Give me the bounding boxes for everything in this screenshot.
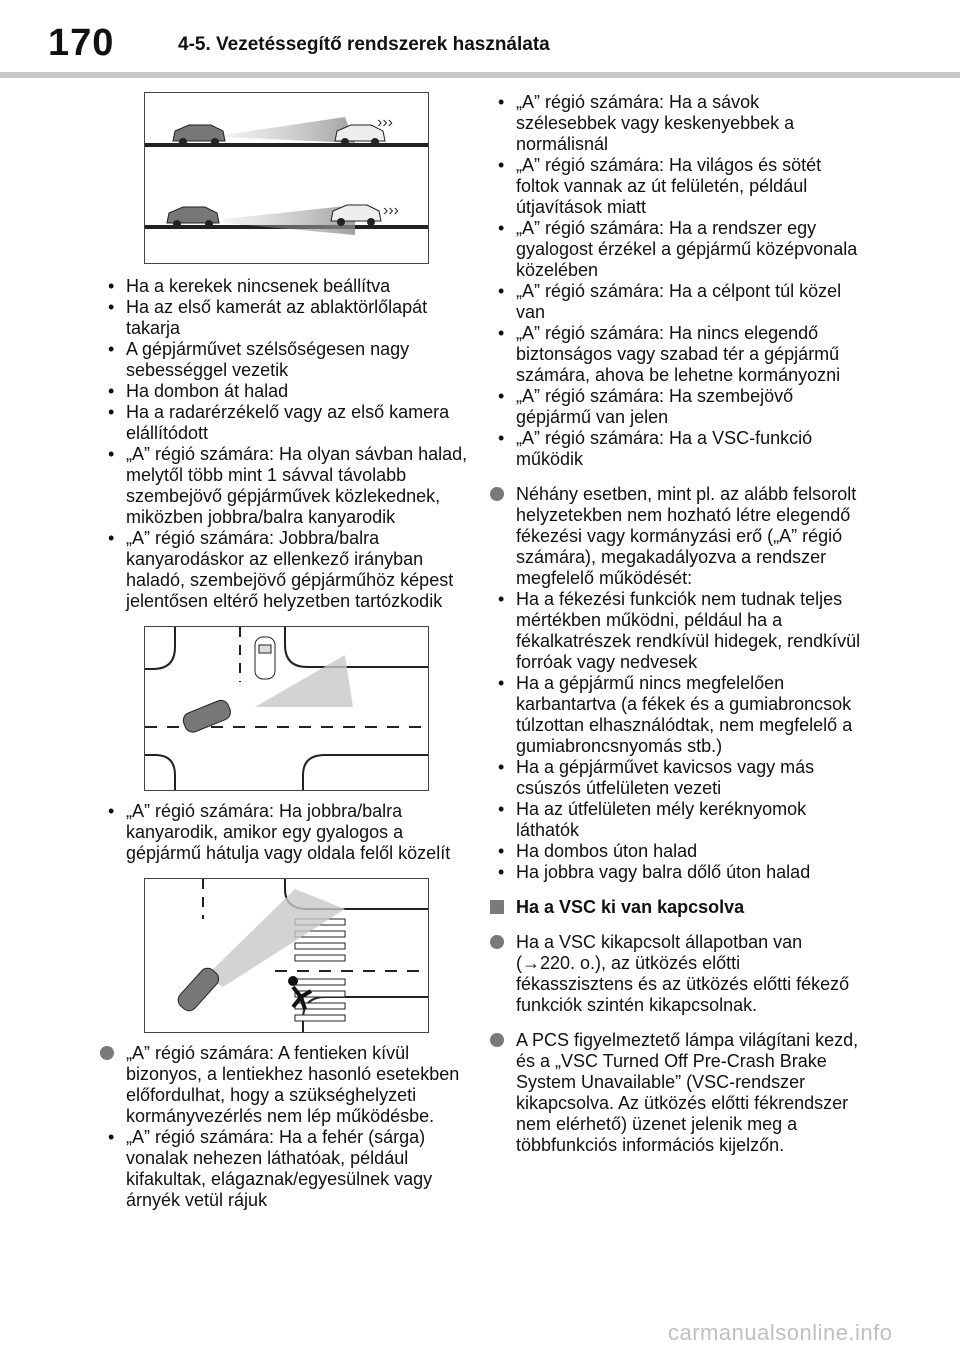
lane-cars-illustration xyxy=(144,92,429,264)
section-heading-text: Ha a VSC ki van kapcsolva xyxy=(516,897,745,917)
list-item: • „A” régió számára: Ha a VSC-funkció működik xyxy=(490,428,862,470)
left-column xyxy=(100,92,472,1211)
note-paragraph xyxy=(490,1030,862,1156)
conditions-list-3 xyxy=(100,1127,472,1211)
circle-bullet-icon xyxy=(490,1033,504,1047)
svg-text:›››: ››› xyxy=(383,202,399,219)
list-item: • Ha a gépjárművet kavicsos vagy más csúszós útfelületen vezeti xyxy=(490,757,862,799)
page-number: 170 xyxy=(48,22,115,64)
list-item: • Ha jobbra vagy balra dőlő úton halad xyxy=(490,862,862,883)
list-item: • Ha a gépjármű nincs megfelelően karbantartva (a fékek és a gumiabroncsok túlzottan elhasználódtak, nem megfelelő a gumiabroncsnyomás stb.) xyxy=(490,673,862,757)
section-header-title: 4-5. Vezetéssegítő rendszerek használata xyxy=(178,34,550,55)
car-icon xyxy=(331,205,381,226)
note-paragraph xyxy=(100,1043,472,1127)
list-item: • „A” régió számára: Ha nincs elegendő biztonságos vagy szabad tér a gépjármű számára, ahova be lehetne kormányozni xyxy=(490,323,862,386)
svg-text:›››: ››› xyxy=(377,114,393,131)
list-item: • „A” régió számára: Ha jobbra/balra kanyarodik, amikor egy gyalogos a gépjármű hátulja vagy oldala felől közelít xyxy=(100,801,472,864)
section-heading xyxy=(490,897,862,918)
right-column xyxy=(490,92,862,1156)
note-text: Néhány esetben, mint pl. az alább felsorolt helyzetekben nem hozható létre elegendő fékezési vagy kormányzási erő („A” régió számára), megakadályozva a rendszer megfelelő működését: xyxy=(516,484,857,588)
circle-bullet-icon xyxy=(490,935,504,949)
list-item: • Ha az első kamerát az ablaktörlőlapát takarja xyxy=(100,297,472,339)
car-icon xyxy=(181,698,233,735)
list-item: • Ha dombos úton halad xyxy=(490,841,862,862)
intersection-turn-illustration xyxy=(144,626,429,791)
header-divider xyxy=(0,72,960,78)
crossing-svg xyxy=(145,879,428,1032)
conditions-list-2 xyxy=(100,801,472,864)
list-item: • Ha a fékezési funkciók nem tudnak teljes mértékben működni, például ha a fékalkatrészek rendkívül hidegek, rendkívül forróak vagy nedvesek xyxy=(490,589,862,673)
conditions-list-5 xyxy=(490,589,862,883)
note-paragraph xyxy=(490,484,862,589)
list-item: • „A” régió számára: Ha a fehér (sárga) vonalak nehezen láthatóak, például kifakultak, elágaznak/egyesülnek vagy árnyék vetül rájuk xyxy=(100,1127,472,1211)
list-item: • „A” régió számára: Ha a célpont túl közel van xyxy=(490,281,862,323)
note-paragraph xyxy=(490,932,862,1016)
list-item: • „A” régió számára: Ha világos és sötét foltok vannak az út felületén, például útjavítások miatt xyxy=(490,155,862,218)
list-item: • „A” régió számára: Ha olyan sávban halad, melytől több mint 1 sávval távolabb szembejövő gépjárművek közlekednek, miközben jobbra/balra kanyarodik xyxy=(100,444,472,528)
circle-bullet-icon xyxy=(490,487,504,501)
page-header xyxy=(0,0,960,80)
list-item: • Ha a radarérzékelő vagy az első kamera elállítódott xyxy=(100,402,472,444)
conditions-list-1 xyxy=(100,276,472,612)
road-line-top xyxy=(145,143,428,147)
note-text: A PCS figyelmeztető lámpa világítani kezd, és a „VSC Turned Off Pre-Crash Brake System Unavailable” (VSC-rendszer kikapcsolva. Az ütközés előtti fékrendszer nem elérhető) üzenet jelenik meg a többfunkciós információs kijelzőn. xyxy=(516,1030,859,1155)
list-item: • „A” régió számára: Ha szembejövő gépjármű van jelen xyxy=(490,386,862,428)
watermark: carmanualsonline.info xyxy=(668,1320,893,1345)
list-item: • „A” régió számára: Ha a rendszer egy gyalogost érzékel a gépjármű középvonala közelében xyxy=(490,218,862,281)
circle-bullet-icon xyxy=(100,1046,114,1060)
sensor-beam xyxy=(205,889,345,987)
square-bullet-icon xyxy=(490,900,504,914)
car-icon xyxy=(175,965,222,1014)
car-icon xyxy=(173,125,225,146)
list-item: • Ha dombon át halad xyxy=(100,381,472,402)
list-item: • A gépjárművet szélsőségesen nagy sebességgel vezetik xyxy=(100,339,472,381)
car-icon xyxy=(167,207,219,228)
list-item: • Ha az útfelületen mély keréknyomok láthatók xyxy=(490,799,862,841)
intersection-svg xyxy=(145,627,428,790)
lane-cars-svg xyxy=(145,93,428,263)
note-text: Ha a VSC kikapcsolt állapotban van (→220. o.), az ütközés előtti fékasszisztens és az ütközés előtti fékező funkciók szintén kikapcsolnak. xyxy=(516,932,850,1015)
note-text: „A” régió számára: A fentieken kívül bizonyos, a lentiekhez hasonló esetekben előfordulhat, hogy a szükséghelyzeti kormányvezérlés nem lép működésbe. xyxy=(126,1043,460,1126)
conditions-list-4 xyxy=(490,92,862,470)
list-item: • „A” régió számára: Ha a sávok szélesebbek vagy keskenyebbek a normálisnál xyxy=(490,92,862,155)
pedestrian-crossing-illustration xyxy=(144,878,429,1033)
list-item: • Ha a kerekek nincsenek beállítva xyxy=(100,276,472,297)
list-item: • „A” régió számára: Jobbra/balra kanyarodáskor az ellenkező irányban haladó, szembejövő gépjárműhöz képest jelentősen eltérő helyzetben tartózkodik xyxy=(100,528,472,612)
oncoming-car-icon xyxy=(255,637,275,679)
